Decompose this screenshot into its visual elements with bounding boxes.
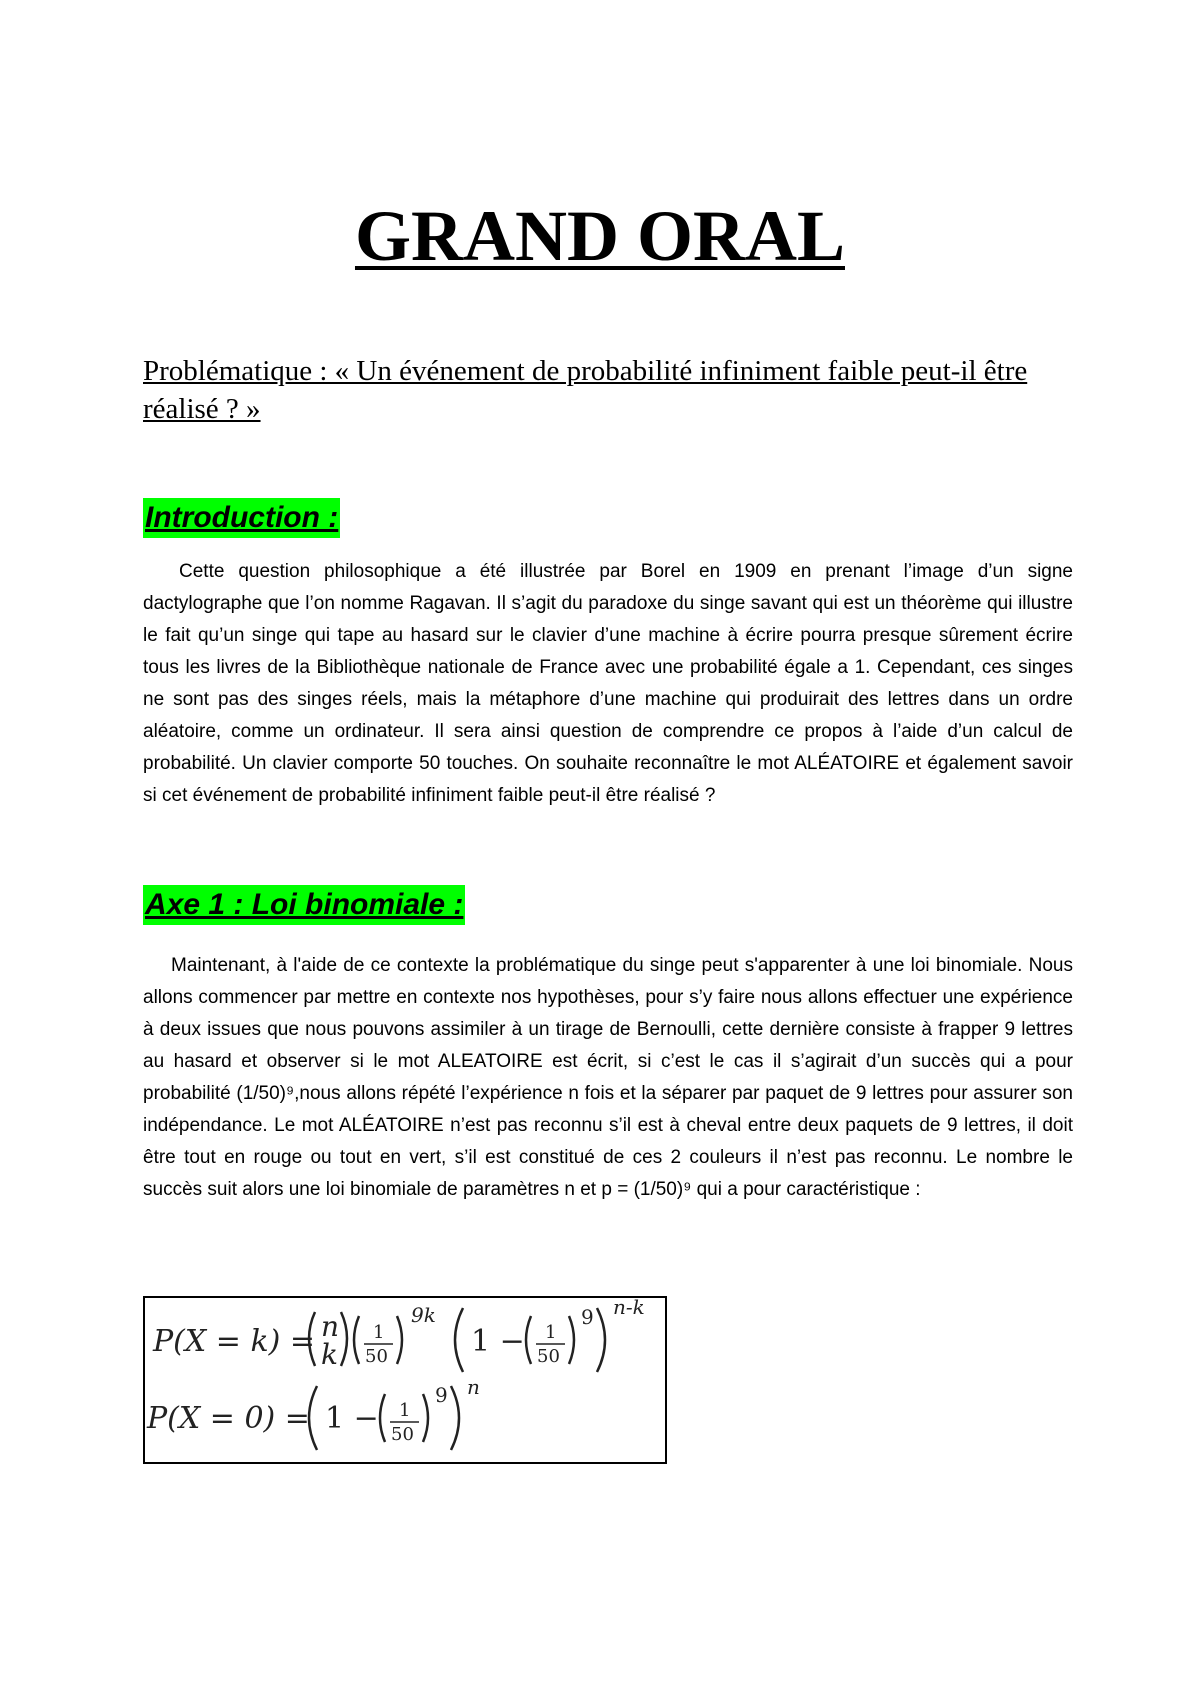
frac2-left-paren xyxy=(526,1316,531,1364)
outer1-right-paren xyxy=(597,1308,605,1372)
frac2-den: 50 xyxy=(537,1346,560,1367)
exp-9k: 9k xyxy=(411,1303,436,1327)
frac3-right-paren xyxy=(423,1394,428,1442)
frac2-num: 1 xyxy=(545,1322,557,1343)
frac1-den: 50 xyxy=(365,1346,388,1367)
outer2-left-paren xyxy=(309,1386,317,1450)
one-minus-1: 1 − xyxy=(471,1324,525,1359)
outer2-right-paren xyxy=(451,1386,459,1450)
introduction-heading: Introduction : xyxy=(143,498,340,538)
introduction-paragraph: Cette question philosophique a été illustrée par Borel en 1909 en prenant l’image d’un signe dactylographe que l’on nomme Ragavan. Il s’agit du paradoxe du singe savant qui est un théorème qui illustre le fait qu’un singe qui tape au hasard sur le clavier d’une machine à écrire pourra presque sûrement écrire tous les livres de la Bibliothèque nationale de France avec une probabilité égale a 1. Cependant, ces singes ne sont pas des singes réels, mais la métaphore d’une machine qui produirait des lettres dans un ordre aléatoire, comme un ordinateur. Il sera ainsi question de comprendre ce propos à l’aide d’un calcul de probabilité. Un clavier comporte 50 touches. On souhaite reconnaître le mot ALÉATOIRE et également savoir si cet événement de probabilité infiniment faible peut-il être réalisé ? xyxy=(143,561,1073,806)
document-title: GRAND ORAL xyxy=(354,196,845,276)
exp-n-k: n-k xyxy=(613,1298,645,1319)
exp-n: n xyxy=(467,1375,480,1399)
binom-bottom: k xyxy=(321,1338,338,1371)
frac2-right-paren xyxy=(569,1316,574,1364)
exp-9-b: 9 xyxy=(435,1383,448,1407)
problematique-text: Problématique : « Un événement de probabilité infiniment faible peut-il être réalisé ? » xyxy=(143,355,1028,425)
binomial-formulas xyxy=(145,1298,665,1462)
frac1-left-paren xyxy=(354,1316,359,1364)
one-minus-2: 1 − xyxy=(325,1401,379,1436)
axe1-heading: Axe 1 : Loi binomiale : xyxy=(143,885,465,925)
frac3-den: 50 xyxy=(391,1424,414,1445)
formula-line-1 xyxy=(152,1298,645,1372)
formula1-lhs: P(X = k) = xyxy=(153,1324,316,1359)
binom-right-paren xyxy=(341,1312,347,1366)
binom-top: n xyxy=(321,1310,340,1343)
frac1-num: 1 xyxy=(373,1322,385,1343)
outer1-left-paren xyxy=(455,1308,463,1372)
frac3-left-paren xyxy=(380,1394,385,1442)
exp-9-a: 9 xyxy=(581,1305,594,1329)
formula-line-2 xyxy=(146,1375,480,1450)
formula-box xyxy=(143,1296,667,1464)
axe1-paragraph: Maintenant, à l'aide de ce contexte la problématique du singe peut s'apparenter à une loi binomiale. Nous allons commencer par mettre en contexte nos hypothèses, pour s’y faire nous allons effectuer une expérience à deux issues que nous pouvons assimiler à un tirage de Bernoulli, cette dernière consiste à frapper 9 lettres au hasard et observer si le mot ALEATOIRE est écrit, si c’est le cas il s’agirait d’un succès qui a pour probabilité (1/50)⁹,nous allons répété l’expérience n fois et la séparer par paquet de 9 lettres pour assurer son indépendance. Le mot ALÉATOIRE n’est pas reconnu s’il est à cheval entre deux paquets de 9 lettres, il doit être tout en rouge ou tout en vert, s’il est constitué de ces 2 couleurs il n’est pas reconnu. Le nombre le succès suit alors une loi binomiale de paramètres n et p = (1/50)⁹ qui a pour caractéristique : xyxy=(143,955,1073,1200)
frac3-num: 1 xyxy=(399,1400,411,1421)
formula2-lhs: P(X = 0) = xyxy=(147,1401,310,1436)
frac1-right-paren xyxy=(397,1316,402,1364)
